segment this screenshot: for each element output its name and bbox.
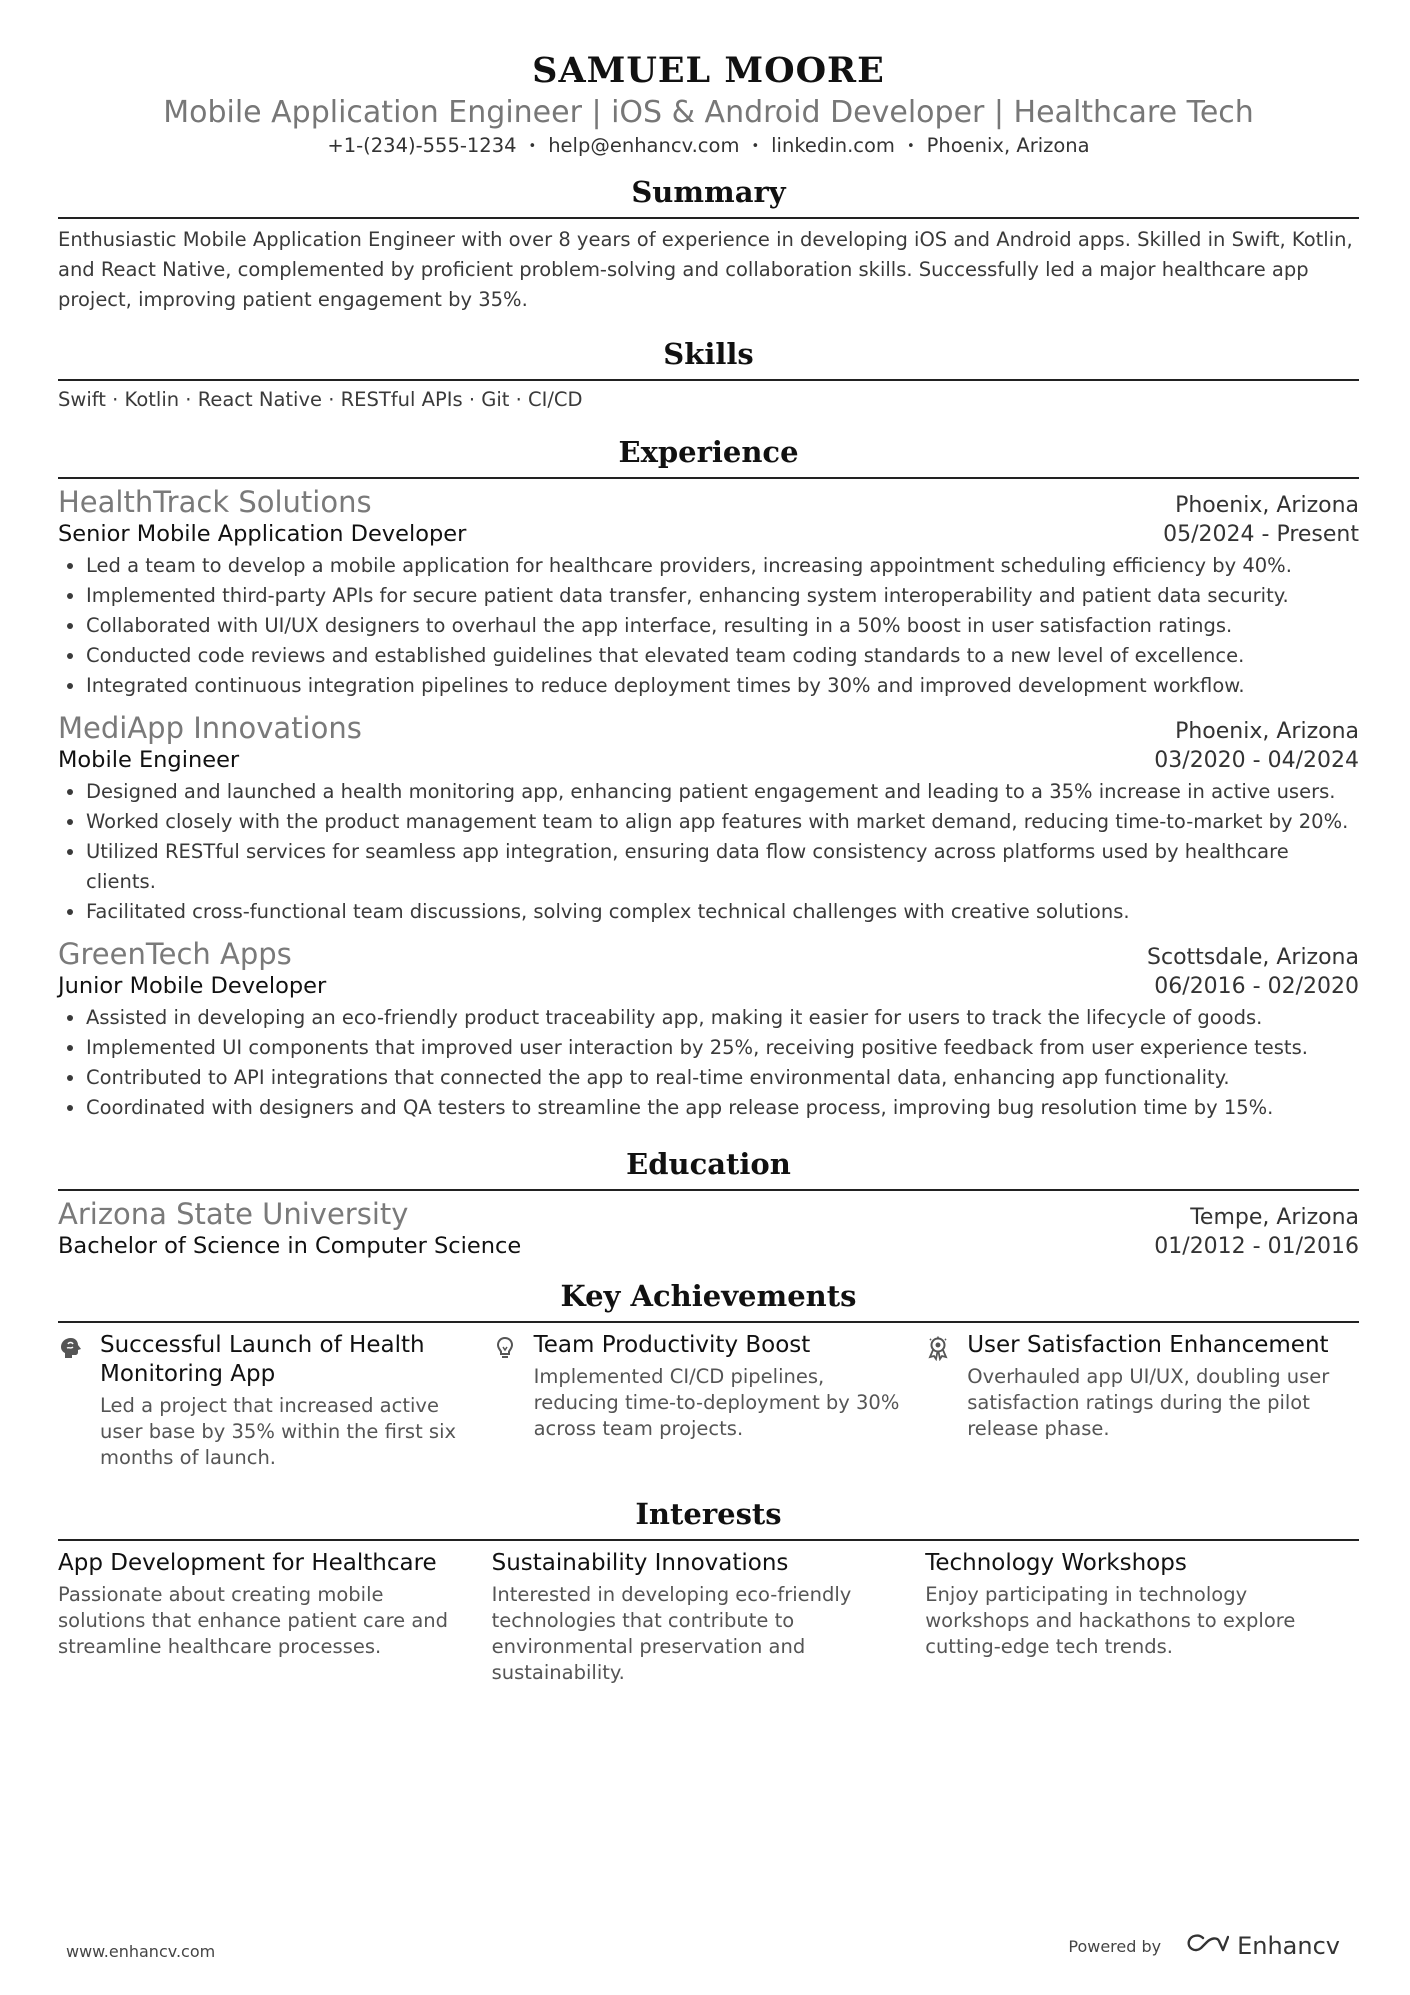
section-heading: Education [58, 1147, 1359, 1191]
summary-text: Enthusiastic Mobile Application Engineer with over 8 years of experience in developing iOS and Android apps. Skilled in Swift, Kotlin, and React Native, complemented by proficient problem-solving and collaboration skills. Successfully led a major healthcare app project, improving patient engagement by 35%. [58, 228, 1353, 311]
separator: • [906, 139, 915, 154]
interest-title: App Development for Healthcare [58, 1550, 437, 1576]
skills-section [58, 337, 1359, 415]
award-icon [925, 1331, 967, 1471]
resume-page [58, 0, 1359, 1686]
bullet-item: • Implemented UI components that improved user interaction by 25%, receiving positive feedback from user experience tests. [86, 1033, 1359, 1063]
interest-desc: Interested in developing eco-friendly technologies that contribute to environmental preservation and sustainability. [491, 1583, 852, 1684]
education-dates: 01/2012 - 01/2016 [1154, 1234, 1359, 1259]
company-name: MediApp Innovations [58, 711, 362, 745]
achievement-title: User Satisfaction Enhancement [967, 1332, 1329, 1358]
achievement-desc: Overhauled app UI/UX, doubling user satisfaction ratings during the pilot release phase. [967, 1365, 1330, 1440]
brand-name[interactable]: Enhancv [1237, 1932, 1340, 1960]
email[interactable]: help@enhancv.com [548, 134, 740, 157]
bullet-item: • Conducted code reviews and established guidelines that elevated team coding standards to a new level of excellence. [86, 641, 1359, 671]
job-entry [58, 711, 1359, 927]
section-heading: Skills [58, 337, 1359, 381]
job-role: Mobile Engineer [58, 747, 240, 773]
bullet-item: • Led a team to develop a mobile application for healthcare providers, increasing appointment scheduling efficiency by 40%. [86, 551, 1359, 581]
bullet-item: • Implemented third-party APIs for secure patient data transfer, enhancing system interoperability and patient data security. [86, 581, 1359, 611]
skills-list: Swift · Kotlin · React Native · RESTful APIs · Git · CI/CD [58, 388, 583, 411]
summary-section [58, 175, 1359, 315]
brain-icon [58, 1331, 100, 1471]
company-name: HealthTrack Solutions [58, 485, 372, 519]
candidate-name: SAMUEL MOORE [532, 50, 885, 91]
section-heading: Summary [58, 175, 1359, 219]
separator: • [751, 139, 760, 154]
interest-item [58, 1549, 492, 1686]
section-heading: Interests [58, 1497, 1359, 1541]
lightbulb-icon [492, 1331, 534, 1471]
enhancv-logo-icon [1185, 1932, 1229, 1960]
bullet-item: • Contributed to API integrations that connected the app to real-time environmental data, enhancing app functionality. [86, 1063, 1359, 1093]
job-location: Phoenix, Arizona [1175, 719, 1359, 744]
interest-item [492, 1549, 926, 1686]
school-location: Tempe, Arizona [1190, 1205, 1359, 1230]
contact-line [58, 134, 1359, 157]
school-name: Arizona State University [58, 1197, 409, 1231]
company-name: GreenTech Apps [58, 937, 292, 971]
job-entry [58, 485, 1359, 701]
bullet-item: • Collaborated with UI/UX designers to overhaul the app interface, resulting in a 50% boost in user satisfaction ratings. [86, 611, 1359, 641]
achievement-title: Successful Launch of Health Monitoring App [100, 1332, 425, 1387]
education-section [58, 1147, 1359, 1259]
footer-website[interactable]: www.enhancv.com [66, 1942, 216, 1961]
achievement-item [492, 1331, 926, 1471]
linkedin[interactable]: linkedin.com [771, 134, 895, 157]
achievement-item [58, 1331, 492, 1471]
bullet-item: • Facilitated cross-functional team discussions, solving complex technical challenges with creative solutions. [86, 897, 1359, 927]
experience-section [58, 435, 1359, 1123]
education-entry [58, 1197, 1359, 1259]
separator: • [528, 139, 537, 154]
section-heading: Key Achievements [58, 1279, 1359, 1323]
achievement-desc: Led a project that increased active user base by 35% within the first six months of launch. [100, 1394, 457, 1469]
bullet-item: • Assisted in developing an eco-friendly product traceability app, making it easier for users to track the lifecycle of goods. [86, 1003, 1359, 1033]
interests-section [58, 1497, 1359, 1686]
achievement-item [925, 1331, 1359, 1471]
job-location: Scottsdale, Arizona [1147, 945, 1359, 970]
interest-desc: Enjoy participating in technology workshops and hackathons to explore cutting-edge tech trends. [925, 1583, 1296, 1658]
achievement-title: Team Productivity Boost [533, 1332, 811, 1358]
section-heading: Experience [58, 435, 1359, 479]
interest-title: Sustainability Innovations [491, 1550, 789, 1576]
achievement-desc: Implemented CI/CD pipelines, reducing time-to-deployment by 30% across team projects. [533, 1365, 900, 1440]
job-role: Senior Mobile Application Developer [58, 521, 467, 547]
bullet-item: • Designed and launched a health monitoring app, enhancing patient engagement and leading to a 35% increase in active users. [86, 777, 1359, 807]
bullet-item: • Worked closely with the product management team to align app features with market demand, reducing time-to-market by 20%. [86, 807, 1359, 837]
bullet-item: • Integrated continuous integration pipelines to reduce deployment times by 30% and improved development workflow. [86, 671, 1359, 701]
bullet-item: • Coordinated with designers and QA testers to streamline the app release process, improving bug resolution time by 15%. [86, 1093, 1359, 1123]
interest-desc: Passionate about creating mobile solutions that enhance patient care and streamline healthcare processes. [58, 1583, 449, 1658]
job-dates: 05/2024 - Present [1163, 522, 1359, 547]
job-bullets [58, 777, 1359, 927]
job-bullets [58, 1003, 1359, 1123]
footer-branding [1068, 1932, 1340, 1960]
job-dates: 06/2016 - 02/2020 [1154, 974, 1359, 999]
job-bullets [58, 551, 1359, 701]
bullet-item: • Utilized RESTful services for seamless app integration, ensuring data flow consistency across platforms used by healthcare clients. [86, 837, 1359, 897]
job-entry [58, 937, 1359, 1123]
degree: Bachelor of Science in Computer Science [58, 1233, 522, 1259]
job-role: Junior Mobile Developer [58, 973, 327, 999]
interest-item [925, 1549, 1359, 1686]
powered-by-label: Powered by [1068, 1936, 1162, 1956]
location: Phoenix, Arizona [926, 134, 1090, 157]
interest-title: Technology Workshops [925, 1550, 1187, 1576]
job-location: Phoenix, Arizona [1175, 493, 1359, 518]
candidate-title: Mobile Application Engineer | iOS & Android Developer | Healthcare Tech [163, 95, 1254, 130]
phone[interactable]: +1-(234)-555-1234 [327, 134, 517, 157]
job-dates: 03/2020 - 04/2024 [1154, 748, 1359, 773]
achievements-section [58, 1279, 1359, 1471]
